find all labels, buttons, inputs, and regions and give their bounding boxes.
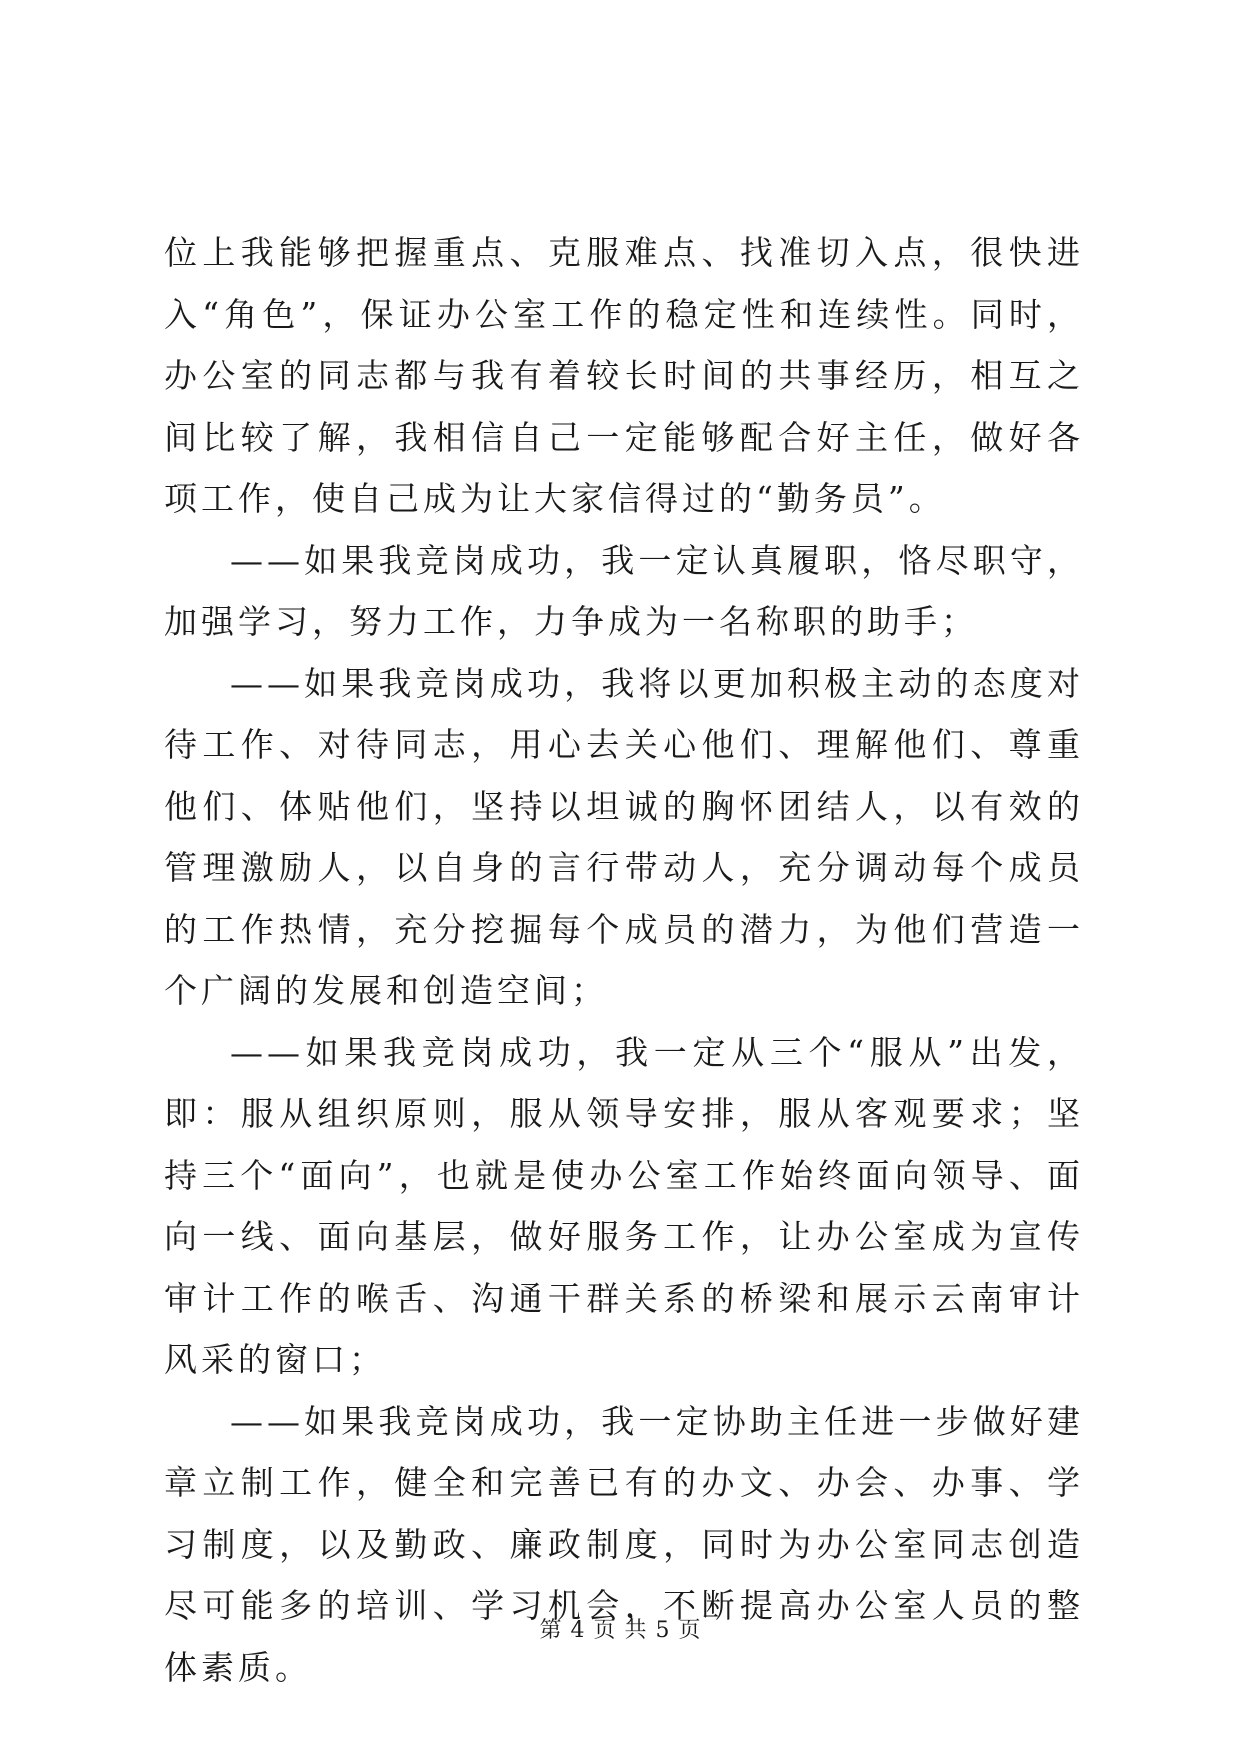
paragraph-pledge-study: ——如果我竞岗成功，我一定认真履职，恪尽职守，加强学习，努力工作，力争成为一名称职的助手； [164,540,1084,641]
document-body [164,222,1084,1698]
page-number-footer: 第 4 页 共 5 页 [539,1618,702,1643]
paragraph-pledge-colleagues: ——如果我竞岗成功，我将以更加积极主动的态度对待工作、对待同志，用心去关心他们、理解他们、尊重他们、体贴他们，坚持以坦诚的胸怀团结人，以有效的管理激励人，以自身的言行带动人，充分调动每个成员的工作热情，充分挖掘每个成员的潜力，为他们营造一个广阔的发展和创造空间； [164,663,1084,1010]
paragraph-continuation: 位上我能够把握重点、克服难点、找准切入点，很快进入“角色”，保证办公室工作的稳定性和连续性。同时，办公室的同志都与我有着较长时间的共事经历，相互之间比较了解，我相信自己一定能够配合好主任，做好各项工作，使自己成为让大家信得过的“勤务员”。 [164,233,1084,518]
paragraph-pledge-obedience: ——如果我竞岗成功，我一定从三个“服从”出发，即：服从组织原则，服从领导安排，服从客观要求；坚持三个“面向”，也就是使办公室工作始终面向领导、面向一线、面向基层，做好服务工作，让办公室成为宣传审计工作的喉舌、沟通干群关系的桥梁和展示云南审计风采的窗口； [164,1032,1084,1379]
paragraph-pledge-rules: ——如果我竞岗成功，我一定协助主任进一步做好建章立制工作，健全和完善已有的办文、办会、办事、学习制度，以及勤政、廉政制度，同时为办公室同志创造尽可能多的培训、学习机会，不断提高办公室人员的整体素质。 [164,1401,1084,1687]
